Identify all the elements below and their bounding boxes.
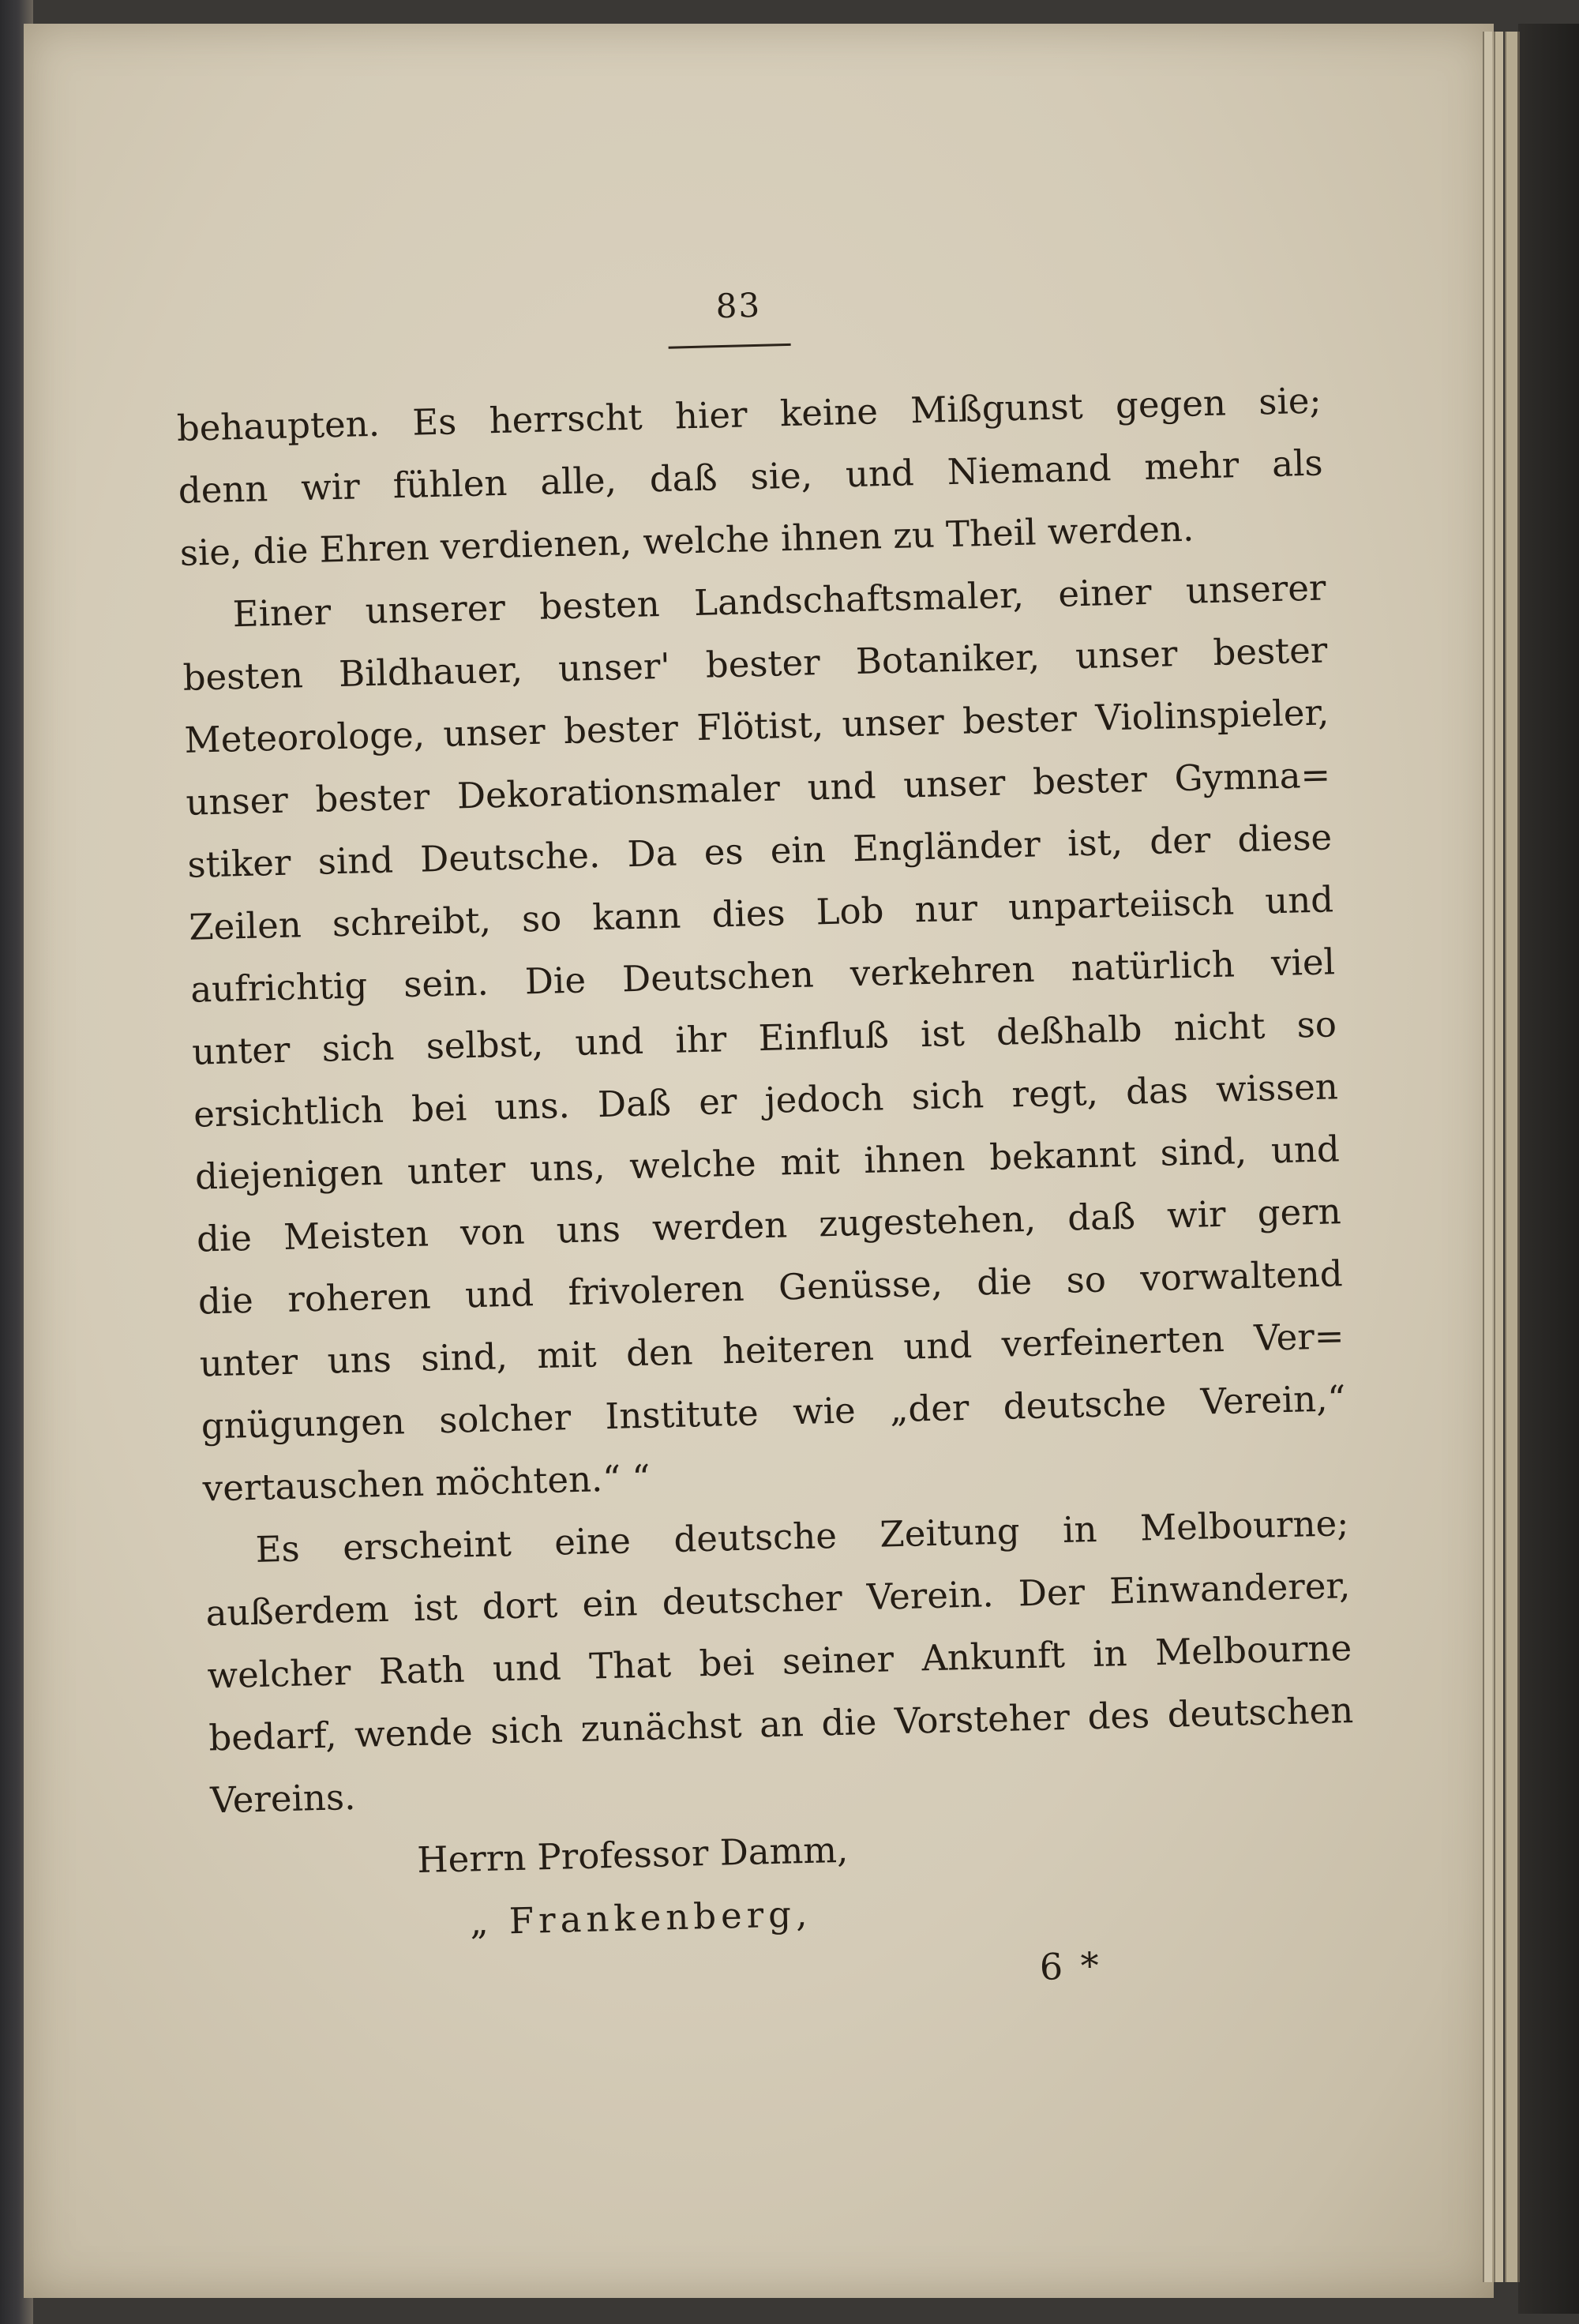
- text-line: stiker sind Deutsche. Da es ein Engländer ist, der diese: [186, 816, 1333, 886]
- text-line: Es erscheint eine deutsche Zeitung in Melbourne;: [255, 1502, 1349, 1571]
- text-line: vertauschen möchten.“ “: [202, 1456, 651, 1510]
- text-line: bedarf, wende sich zunächst an die Vorsteher des deutschen: [208, 1689, 1354, 1759]
- text-line: besten Bildhauer, unser' bester Botaniker, unser bester: [182, 629, 1328, 699]
- signature-mark: 6 *: [1039, 1943, 1103, 1988]
- text-line: welcher Rath und That bei seiner Ankunft in Melbourne: [206, 1627, 1352, 1697]
- text-line: ersichtlich bei uns. Daß er jedoch sich regt, das wissen: [193, 1065, 1339, 1136]
- recipient-line: Herrn Professor Damm,: [416, 1828, 849, 1882]
- background-shadow: [1518, 24, 1579, 2314]
- text-line: Zeilen schreibt, so kann dies Lob nur unparteiisch und: [188, 878, 1334, 948]
- text-line: unter sich selbst, und ihr Einfluß ist deßhalb nicht so: [191, 1003, 1337, 1073]
- book-page: [24, 24, 1494, 2298]
- text-line: unter uns sind, mit den heiteren und verfeinerten Ver=: [199, 1315, 1345, 1385]
- text-line: Vereins.: [209, 1775, 356, 1822]
- page-number-rule: [669, 344, 791, 349]
- text-line: die roheren und frivoleren Genüsse, die so vorwaltend: [197, 1252, 1344, 1323]
- text-line: behaupten. Es herrscht hier keine Mißgunst gegen sie;: [176, 379, 1322, 449]
- text-line: außerdem ist dort ein deutscher Verein. Der Einwanderer,: [204, 1564, 1351, 1635]
- page-edge: [1505, 32, 1520, 2282]
- page-edge: [1483, 32, 1492, 2282]
- text-line: sie, die Ehren verdienen, welche ihnen zu Theil werden.: [179, 507, 1195, 574]
- text-line: aufrichtig sein. Die Deutschen verkehren natürlich viel: [189, 940, 1336, 1011]
- text-line: unser bester Dekorationsmaler und unser bester Gymna=: [185, 753, 1331, 824]
- recipient-line: „ Frankenberg,: [469, 1892, 812, 1943]
- text-line: die Meisten von uns werden zugestehen, daß wir gern: [196, 1190, 1342, 1260]
- text-line: gnügungen solcher Institute wie „der deutsche Verein,“: [201, 1377, 1347, 1447]
- text-line: Einer unserer besten Landschaftsmaler, einer unserer: [232, 566, 1326, 636]
- page-number: 83: [715, 285, 762, 326]
- text-line: diejenigen unter uns, welche mit ihnen bekannt sind, und: [194, 1128, 1341, 1198]
- page-edge: [1494, 32, 1503, 2282]
- text-line: Meteorologe, unser bester Flötist, unser bester Violinspieler,: [183, 691, 1330, 761]
- text-line: denn wir fühlen alle, daß sie, und Niemand mehr als: [178, 441, 1324, 512]
- page-text-block: [174, 272, 1354, 1988]
